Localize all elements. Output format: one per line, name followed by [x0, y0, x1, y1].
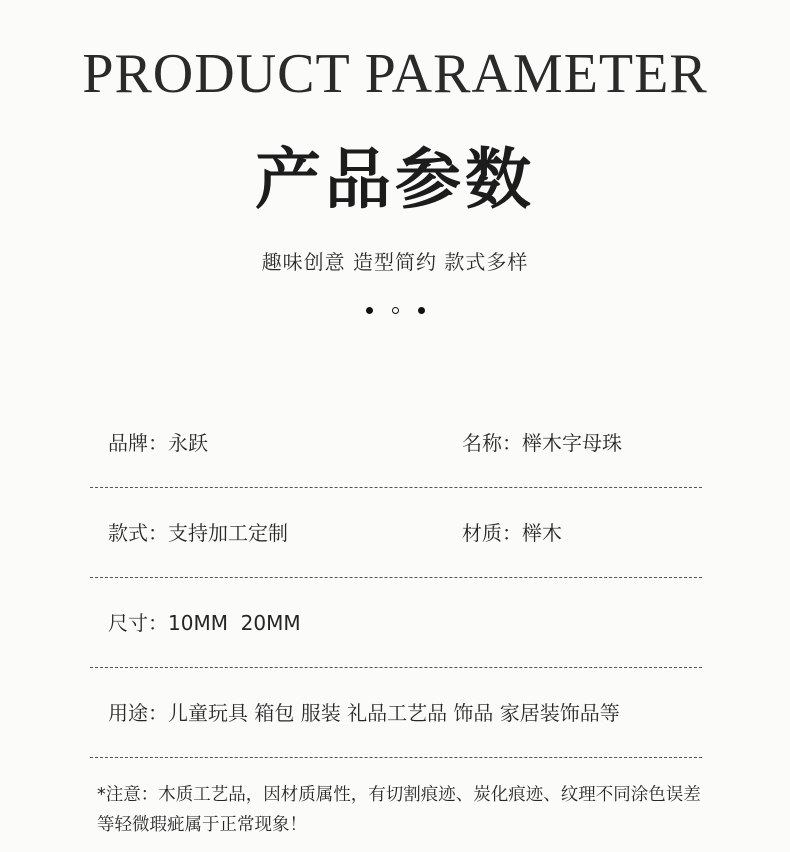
param-material: 材质：榉木 [462, 521, 562, 545]
param-style: 款式：支持加工定制 [108, 521, 288, 545]
param-size: 尺寸：10MM 20MM [108, 611, 301, 635]
dot-hollow-icon [392, 307, 399, 314]
param-usage: 用途：儿童玩具 箱包 服装 礼品工艺品 饰品 家居装饰品等 [108, 701, 620, 725]
page-subtitle: 趣味创意 造型简约 款式多样 [261, 250, 529, 274]
dot-filled-icon [366, 307, 373, 314]
param-row-style [90, 488, 702, 578]
param-row-brand [90, 398, 702, 488]
dot-filled-icon [418, 307, 425, 314]
disclaimer-note: *注意：木质工艺品，因材质属性，有切割痕迹、炭化痕迹、纹理不同涂色误差等轻微瑕疵属于正常现象！ [97, 785, 701, 835]
param-brand: 品牌：永跃 [108, 431, 208, 455]
decorative-dots [0, 304, 790, 316]
page-title-english: PRODUCT PARAMETER [82, 43, 708, 105]
param-row-size [90, 578, 702, 668]
param-name: 名称：榉木字母珠 [462, 431, 622, 455]
param-row-usage [90, 668, 702, 758]
page-title-chinese: 产品参数 [255, 141, 535, 218]
